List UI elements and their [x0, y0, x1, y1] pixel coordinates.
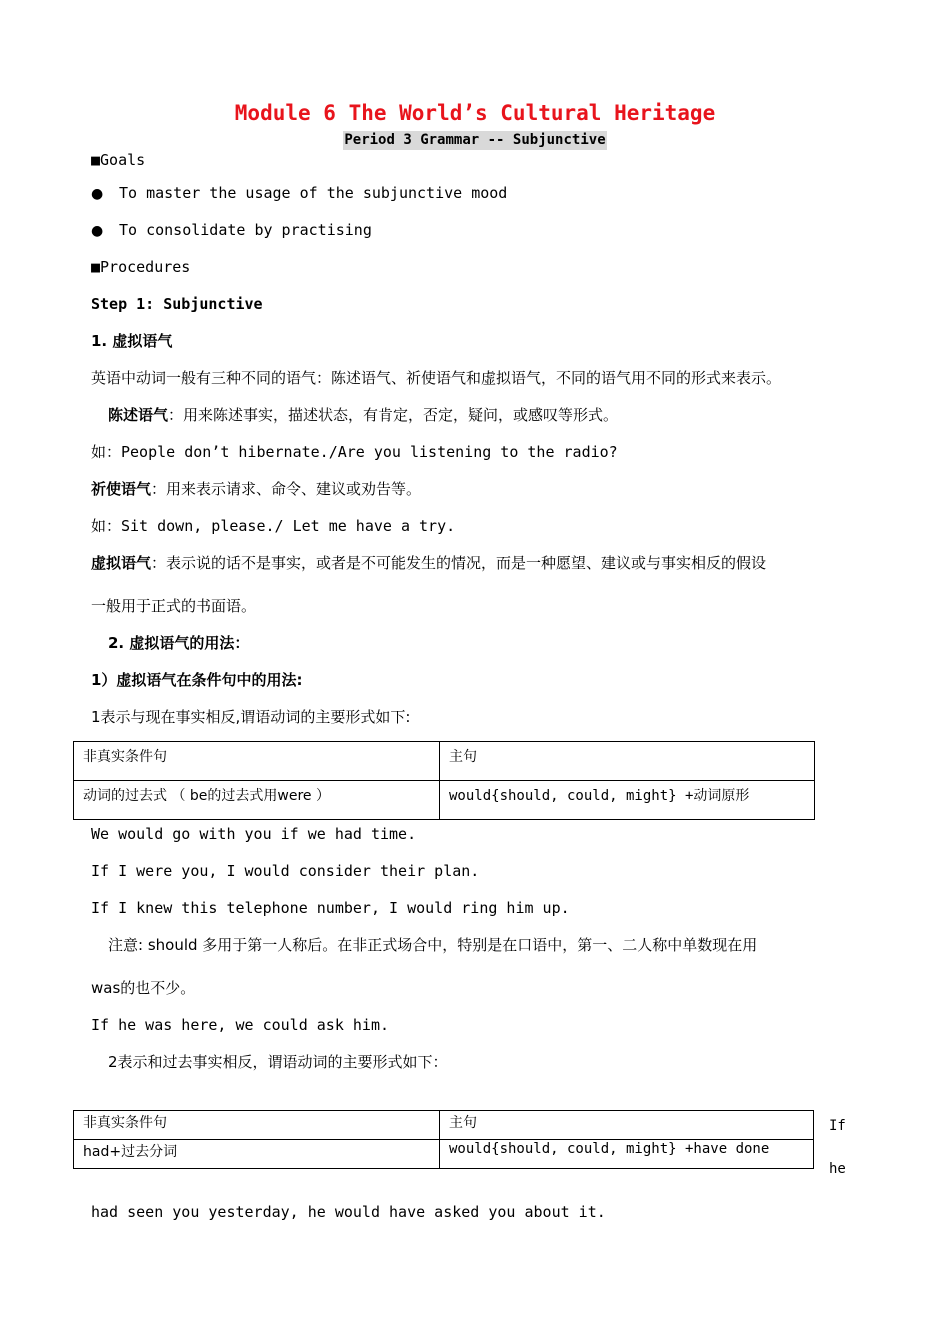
paragraph-past: 2表示和过去事实相反，谓语动词的主要形式如下： — [108, 1053, 448, 1071]
wrapped-word: he — [829, 1161, 846, 1177]
table-header-cell: 主句 — [440, 1111, 814, 1140]
table-cell: would{should, could, might} +动词原形 — [440, 781, 815, 820]
goal-item — [91, 183, 507, 204]
term-definition: ：用来表示请求、命令、建议或劝告等。 — [151, 480, 422, 498]
wrapped-word: If — [829, 1118, 846, 1134]
term-definition: ：用来陈述事实，描述状态，有肯定，否定，疑问，或感叹等形式。 — [168, 406, 619, 424]
table-header-cell: 非真实条件句 — [74, 1111, 440, 1140]
paragraph-subjunctive — [91, 553, 766, 573]
goals-heading — [91, 150, 145, 170]
table-cell: 动词的过去式 （ be的过去式用were ） — [74, 781, 440, 820]
paragraph-continuation: 一般用于正式的书面语。 — [91, 597, 257, 615]
section-heading: 2. 虚拟语气的用法： — [108, 634, 250, 652]
subsection-heading: 1）虚拟语气在条件句中的用法: — [91, 671, 303, 689]
example-line: had seen you yesterday, he would have asked you about it. — [91, 1203, 606, 1221]
table-header-cell: 主句 — [440, 742, 815, 781]
table-row — [74, 781, 815, 820]
goal-item — [91, 220, 372, 241]
example-line: If I knew this telephone number, I would ring him up. — [91, 899, 570, 917]
procedures-heading: ■Procedures — [91, 258, 191, 276]
document-subtitle: Period 3 Grammar -- Subjunctive — [344, 132, 606, 148]
table-header-cell: 非真实条件句 — [74, 742, 440, 781]
example-line: If I were you, I would consider their plan. — [91, 862, 480, 880]
paragraph-present: 1表示与现在事实相反,谓语动词的主要形式如下: — [91, 708, 411, 726]
bullet-icon: ● — [91, 186, 104, 202]
example-line: 如：Sit down, please./ Let me have a try. — [91, 517, 456, 535]
term-label: 虚拟语气 — [91, 554, 152, 572]
note-continuation: was的也不少。 — [91, 979, 196, 997]
conditional-table-present — [73, 741, 815, 820]
term-label: 陈述语气 — [108, 406, 169, 424]
bullet-icon: ● — [91, 223, 104, 239]
paragraph-indicative — [108, 405, 618, 425]
term-label: 祈使语气 — [91, 480, 152, 498]
table-row — [74, 1140, 814, 1169]
term-definition: ：表示说的话不是事实，或者是不可能发生的情况，而是一种愿望、建议或与事实相反的假设 — [151, 554, 767, 572]
section-heading: 1. 虚拟语气 — [91, 332, 173, 350]
goals-heading-text: ■Goals — [91, 151, 146, 169]
paragraph-imperative — [91, 479, 421, 499]
goal-item-text: To master the usage of the subjunctive mood — [119, 184, 508, 202]
table-cell: had+过去分词 — [74, 1140, 440, 1169]
document-title: Module 6 The World’s Cultural Heritage — [234, 101, 716, 125]
example-line: 如：People don’t hibernate./Are you listening to the radio? — [91, 443, 618, 461]
goal-item-text: To consolidate by practising — [119, 221, 372, 239]
subtitle-wrapper — [0, 129, 950, 150]
table-header-row — [74, 742, 815, 781]
table-cell: would{should, could, might} +have done — [440, 1140, 814, 1169]
example-line: If he was here, we could ask him. — [91, 1016, 390, 1034]
paragraph-intro: 英语中动词一般有三种不同的语气：陈述语气、祈使语气和虚拟语气，不同的语气用不同的形式来表示。 — [91, 369, 782, 387]
step-heading: Step 1: Subjunctive — [91, 295, 263, 313]
conditional-table-past — [73, 1110, 814, 1169]
note-line: 注意: should 多用于第一人称后。在非正式场合中，特别是在口语中，第一、二人称中单数现在用 — [108, 936, 758, 954]
example-line: We would go with you if we had time. — [91, 825, 417, 843]
table-header-row — [74, 1111, 814, 1140]
